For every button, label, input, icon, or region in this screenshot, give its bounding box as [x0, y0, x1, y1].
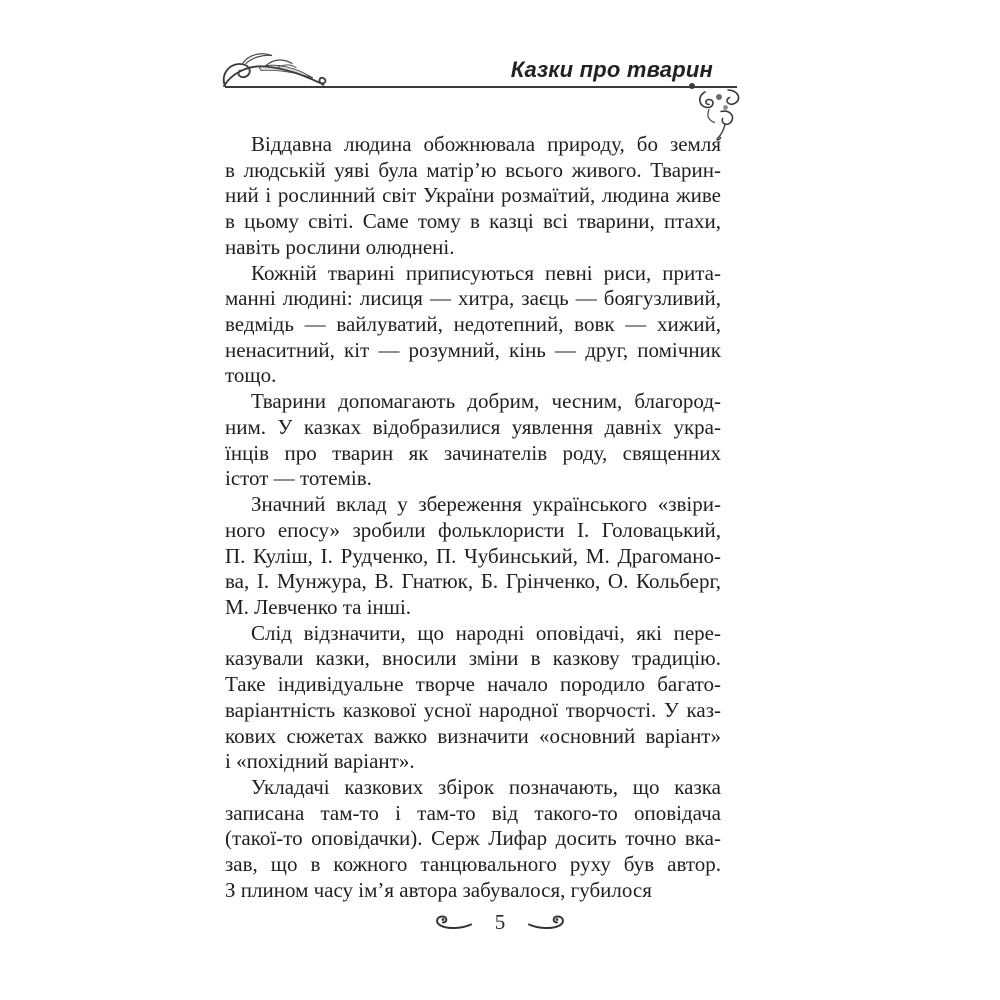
header-rule — [225, 86, 737, 88]
curl-swash-left-icon — [433, 914, 473, 932]
text-line: Слід відзначити, що народні оповідачі, які пере- — [251, 620, 721, 645]
text-line: ний і рослинний світ України розмаїтий, людина живе — [225, 183, 721, 208]
text-line: Віддавна людина обожнювала природу, бо земля — [251, 132, 721, 156]
text-line: записана там-то і там-то від такого-то оповідача — [225, 800, 721, 825]
text-line: (такої-то оповідачки). Серж Лифар досить точно вка- — [225, 826, 721, 851]
text-line: ва, І. Мунжура, В. Гнатюк, Б. Грінченко, О. Кольберг, — [225, 569, 721, 594]
text-line: казували казки, вносили зміни в казкову традицію. — [225, 646, 721, 671]
text-line: З плином часу ім’я автора забувалося, губилося — [225, 877, 652, 902]
text-line: Укладачі казкових збірок позначають, що казка — [251, 774, 721, 799]
scroll-flourish-icon — [219, 50, 333, 88]
text-line: ного епосу» зробили фольклористи І. Головацький, — [225, 517, 721, 542]
body-text — [225, 132, 721, 904]
text-line: в цьому світі. Саме тому в казці всі тварини, птахи, — [225, 209, 721, 234]
text-line: і «похідний варіант». — [225, 749, 415, 774]
text-line: ненаситний, кіт — розумний, кінь — друг, помічник — [225, 337, 721, 362]
text-line: тощо. — [225, 363, 277, 388]
text-line: навіть рослини олюднені. — [225, 234, 455, 259]
text-line: Кожній тварині приписуються певні риси, прита- — [251, 260, 721, 285]
text-line: в людській уяві була матір’ю всього живого. Тварин- — [225, 157, 721, 182]
text-line: істот — тотемів. — [225, 466, 372, 491]
text-line: манні людині: лисиця — хитра, заєць — боягузливий, — [225, 286, 721, 311]
text-line: їнців про тварин як зачинателів роду, священних — [225, 440, 721, 465]
text-line: ним. У казках відобразилися уявлення давніх укра- — [225, 414, 721, 439]
text-line: М. Левченко та інші. — [225, 594, 412, 619]
page-number: 5 — [494, 910, 506, 934]
text-line: ведмідь — вайлуватий, недотепний, вовк — хижий, — [225, 312, 721, 337]
running-title: Казки про тварин — [510, 57, 713, 82]
curl-swash-right-icon — [527, 914, 567, 932]
text-line: варіантність казкової усної народної творчості. У каз- — [225, 697, 721, 722]
text-line: Тварини допомагають добрим, чесним, благород- — [251, 389, 721, 414]
footer — [0, 910, 1000, 935]
text-line: Таке індивідуальне творче начало породило багато- — [225, 672, 721, 697]
text-line: кових сюжетах важко визначити «основний варіант» — [225, 723, 721, 748]
text-line: П. Куліш, І. Рудченко, П. Чубинський, М. Драгомано- — [225, 543, 721, 568]
text-line: Значний вклад у збереження українського «звіри- — [251, 492, 721, 517]
text-line: зав, що в кожного танцювального руху був автор. — [225, 852, 721, 877]
